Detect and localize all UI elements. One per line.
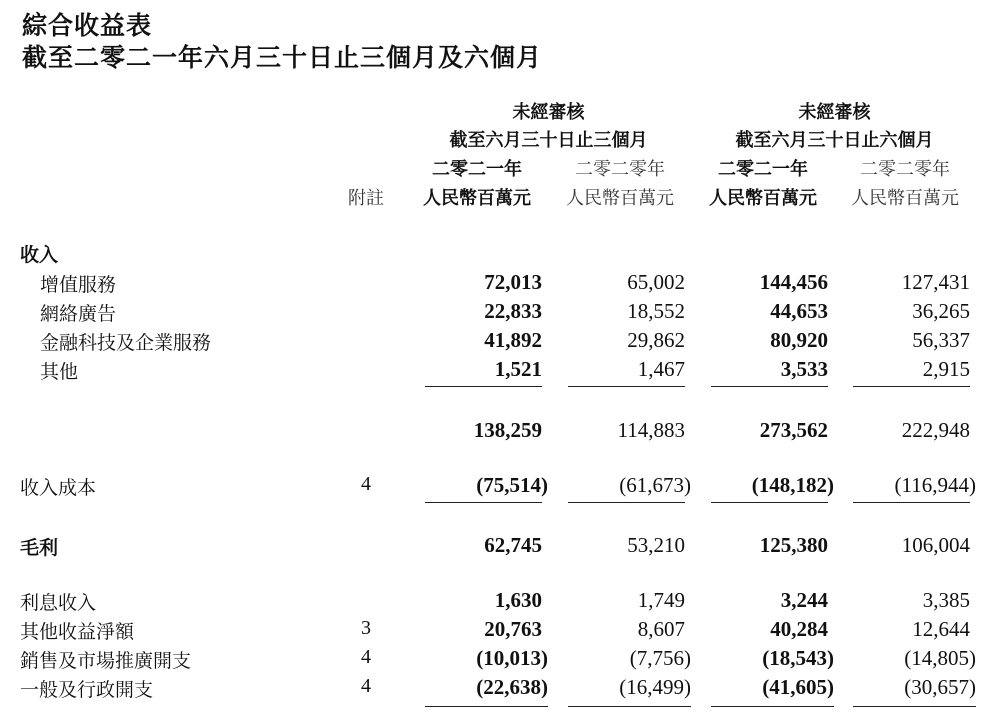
subtotal-rule [853,502,970,503]
row-label: 其他 [40,361,79,383]
cell-3m-2021: 20,763 [484,617,542,641]
three-month-period-label: 截至六月三十日止三個月 [449,130,648,151]
cell-3m-2021: 1,630 [494,588,542,612]
cell-6m-2021: (41,605) [762,675,834,699]
cell-3m-2021: 22,833 [484,299,542,323]
cell-3m-2021: (75,514) [476,473,548,497]
cell-3m-2020: 65,002 [627,270,685,294]
cell-6m-2020: 2,915 [922,357,970,381]
subtotal-rule [568,706,691,707]
row-note: 3 [361,617,371,639]
cell-6m-2020: 3,385 [922,588,970,612]
section-gross-profit: 毛利 [20,537,59,559]
statement-title: 綜合收益表 [22,11,153,40]
cell-6m-2021: 125,380 [759,533,828,557]
row-label: 網絡廣告 [40,303,117,325]
cell-3m-2020: (61,673) [619,473,691,497]
row-label: 利息收入 [20,592,97,614]
subtotal-rule [711,706,834,707]
cell-6m-2021: 273,562 [759,418,828,442]
cell-3m-2021: (10,013) [476,646,548,670]
subtotal-rule [425,502,542,503]
six-month-unit-2021: 人民幣百萬元 [709,188,817,209]
cell-3m-2021: 138,259 [473,418,542,442]
cell-6m-2020: 36,265 [912,299,970,323]
cell-6m-2020: 106,004 [901,533,970,557]
six-month-unit-2020: 人民幣百萬元 [851,188,959,209]
cell-6m-2020: 56,337 [912,328,970,352]
cell-3m-2020: 29,862 [627,328,685,352]
cell-6m-2020: (14,805) [904,646,976,670]
cell-3m-2020: 114,883 [617,418,685,442]
cell-3m-2021: 72,013 [484,270,542,294]
row-label: 一般及行政開支 [20,679,154,701]
subtotal-rule [568,502,685,503]
cell-3m-2020: (16,499) [619,675,691,699]
subtotal-rule [711,386,828,387]
row-label: 增值服務 [40,274,117,296]
cell-6m-2021: 44,653 [770,299,828,323]
six-month-unaudited-label: 未經審核 [798,102,871,123]
statement-period-title: 截至二零二一年六月三十日止三個月及六個月 [22,43,543,72]
three-month-year-2021: 二零二一年 [432,159,522,180]
cell-3m-2020: 8,607 [637,617,685,641]
cell-3m-2020: 1,749 [637,588,685,612]
row-note: 4 [361,473,371,495]
cell-6m-2020: (30,657) [904,675,976,699]
cell-6m-2020: 222,948 [901,418,970,442]
three-month-unaudited-label: 未經審核 [512,102,585,123]
cell-3m-2020: 1,467 [637,357,685,381]
row-label: 其他收益淨額 [20,621,135,643]
section-revenue: 收入 [20,244,59,266]
row-note: 4 [361,675,371,697]
cell-3m-2020: 53,210 [627,533,685,557]
row-label: 銷售及市場推廣開支 [20,650,192,672]
three-month-unit-2021: 人民幣百萬元 [423,188,531,209]
cell-6m-2020: 12,644 [912,617,970,641]
row-label: 金融科技及企業服務 [40,332,212,354]
cell-6m-2021: (18,543) [762,646,834,670]
six-month-year-2021: 二零二一年 [718,159,808,180]
cell-6m-2021: (148,182) [751,473,834,497]
cell-3m-2021: 1,521 [494,357,542,381]
six-month-year-2020: 二零二零年 [860,159,950,180]
subtotal-rule [425,706,548,707]
cell-3m-2020: (7,756) [629,646,691,670]
row-note: 4 [361,646,371,668]
three-month-unit-2020: 人民幣百萬元 [566,188,674,209]
cell-6m-2020: (116,944) [894,473,976,497]
cell-3m-2021: 41,892 [484,328,542,352]
cell-6m-2020: 127,431 [901,270,970,294]
cell-3m-2021: (22,638) [476,675,548,699]
subtotal-rule [711,502,828,503]
subtotal-rule [568,386,685,387]
row-label: 收入成本 [20,477,97,499]
cell-3m-2021: 62,745 [484,533,542,557]
subtotal-rule [853,706,976,707]
cell-6m-2021: 80,920 [770,328,828,352]
cell-6m-2021: 3,533 [780,357,828,381]
cell-6m-2021: 40,284 [770,617,828,641]
cell-6m-2021: 3,244 [780,588,828,612]
subtotal-rule [425,386,542,387]
three-month-year-2020: 二零二零年 [575,159,665,180]
note-column-header: 附註 [348,188,384,209]
subtotal-rule [853,386,970,387]
cell-3m-2020: 18,552 [627,299,685,323]
six-month-period-label: 截至六月三十日止六個月 [735,130,934,151]
cell-6m-2021: 144,456 [759,270,828,294]
